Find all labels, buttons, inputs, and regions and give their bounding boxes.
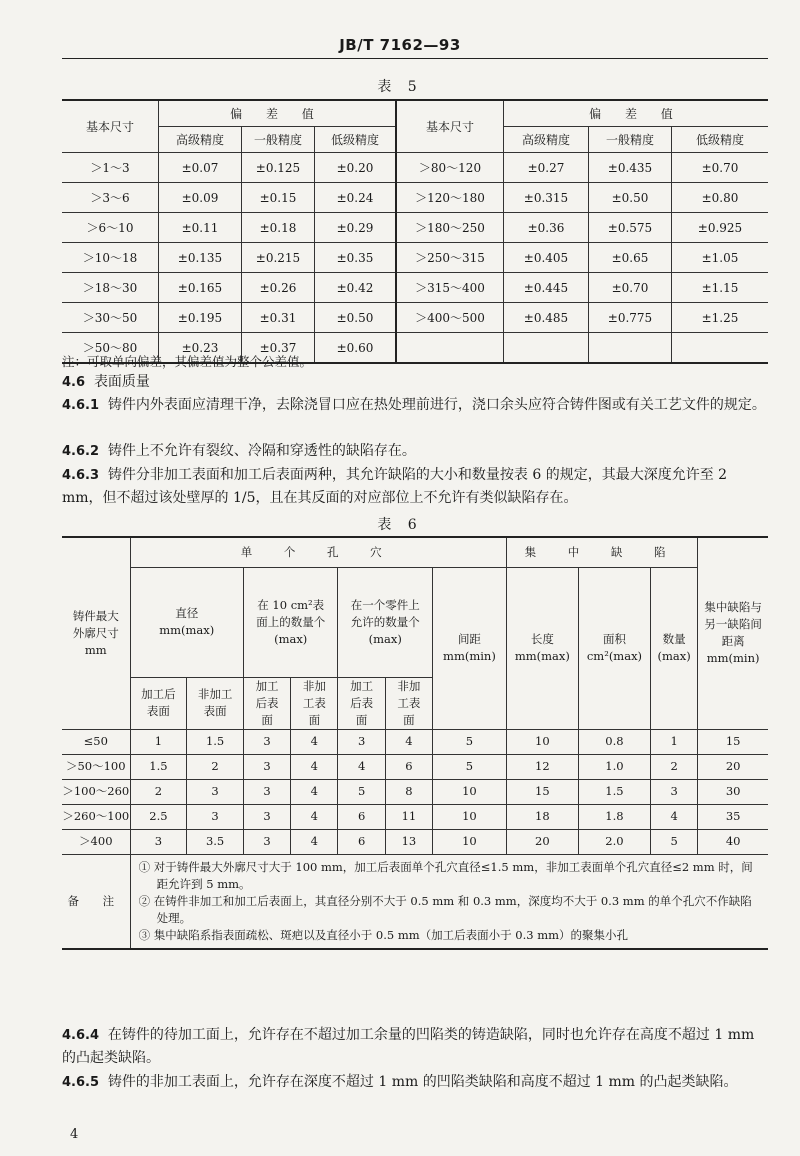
table5-size-cell: ＞50～80 — [62, 333, 159, 364]
table6-value-cell: 4 — [291, 729, 338, 754]
table5-header-row — [62, 100, 768, 127]
table6-remark-item: ① 对于铸件最大外廓尺寸大于 100 mm，加工后表面单个孔穴直径≤1.5 mm，非加工表面单个孔穴直径≤2 mm 时，间距允许到 5 mm。 — [138, 859, 753, 891]
section-4-6-3 — [62, 464, 768, 509]
table6-value-cell: 10 — [433, 829, 507, 854]
table5-size-cell: ＞315～400 — [396, 273, 504, 303]
t6-per10-unmachined: 非加工表面 — [291, 677, 338, 729]
table6-value-cell: 15 — [698, 729, 768, 754]
section-number: 4.6.3 — [62, 468, 100, 483]
table6-value-cell: 5 — [433, 754, 507, 779]
table6-value-cell: 3 — [651, 779, 698, 804]
table6-value-cell: 4 — [291, 829, 338, 854]
grade-normal: 一般精度 — [242, 127, 315, 153]
t6-perpart-machined: 加工后表面 — [338, 677, 385, 729]
table5-deviation-cell: ±0.315 — [504, 183, 589, 213]
table6-value-cell: 4 — [291, 779, 338, 804]
table5-row — [62, 303, 768, 333]
table6-value-cell: 0.8 — [578, 729, 650, 754]
table6-row — [62, 829, 768, 854]
table5-deviation-cell — [589, 333, 672, 364]
document-header: JB/T 7162—93 — [339, 36, 461, 54]
table6-value-cell: 2.0 — [578, 829, 650, 854]
table5-size-cell: ＞1～3 — [62, 153, 159, 183]
table6-value-cell: 5 — [651, 829, 698, 854]
table5-deviation-cell: ±0.37 — [242, 333, 315, 364]
table6-size-cell: ＞400 — [62, 829, 130, 854]
table6-size-cell: ＞260～100 — [62, 804, 130, 829]
t6-per10-header: 在 10 cm²表面上的数量个(max) — [243, 567, 338, 677]
section-number: 4.6.5 — [62, 1075, 100, 1090]
table5-size-cell: ＞250～315 — [396, 243, 504, 273]
table6-value-cell: 10 — [433, 804, 507, 829]
table6-value-cell: 18 — [506, 804, 578, 829]
table6-value-cell: 4 — [338, 754, 385, 779]
table5-deviation-cell: ±0.29 — [315, 213, 397, 243]
t6-perpart-unmachined: 非加工表面 — [385, 677, 432, 729]
table6-value-cell: 3 — [243, 754, 290, 779]
table6-header-row-1 — [62, 537, 768, 567]
table5-deviation-cell: ±0.27 — [504, 153, 589, 183]
table6-value-cell: 1.5 — [187, 729, 244, 754]
table5-size-cell: ＞180～250 — [396, 213, 504, 243]
table5-deviation-cell: ±0.405 — [504, 243, 589, 273]
section-4-6-4 — [62, 1024, 768, 1069]
section-4-6 — [62, 371, 768, 394]
table6-value-cell: 8 — [385, 779, 432, 804]
table5-deviation-cell: ±0.11 — [159, 213, 242, 243]
grade-high: 高级精度 — [159, 127, 242, 153]
table6-row — [62, 779, 768, 804]
t6-per10-machined: 加工后表面 — [243, 677, 290, 729]
table6-value-cell: 13 — [385, 829, 432, 854]
table5-dev-header-right: 偏 差 值 — [504, 100, 769, 127]
page-number: 4 — [70, 1127, 79, 1142]
table6-value-cell: 4 — [291, 754, 338, 779]
table6-value-cell: 3 — [130, 829, 187, 854]
table5-size-cell: ＞6～10 — [62, 213, 159, 243]
table5-row — [62, 243, 768, 273]
table6-value-cell: 3 — [338, 729, 385, 754]
table6-value-cell: 3 — [243, 779, 290, 804]
section-text: 在铸件的待加工面上，允许存在不超过加工余量的凹陷类的铸造缺陷，同时也允许存在高度不超过 1 mm 的凸起类缺陷。 — [62, 1027, 755, 1066]
table5-deviation-cell: ±0.485 — [504, 303, 589, 333]
header-rule — [62, 58, 768, 59]
table6-size-cell: ≤50 — [62, 729, 130, 754]
table5-caption: 表 5 — [377, 79, 423, 95]
table5-deviation-cell: ±0.70 — [672, 153, 769, 183]
table6-value-cell: 6 — [338, 804, 385, 829]
t6-diam-unmachined: 非加工表面 — [187, 677, 244, 729]
t6-size-header: 铸件最大外廓尺寸mm — [62, 537, 130, 729]
table5-deviation-cell: ±0.07 — [159, 153, 242, 183]
section-text: 铸件的非加工表面上，允许存在深度不超过 1 mm 的凹陷类缺陷和高度不超过 1 mm 的凸起类缺陷。 — [107, 1074, 738, 1090]
table5-deviation-cell: ±0.15 — [242, 183, 315, 213]
table6-value-cell: 6 — [338, 829, 385, 854]
table6-value-cell: 5 — [338, 779, 385, 804]
table5-size-cell: ＞18～30 — [62, 273, 159, 303]
table5-deviation-cell: ±0.50 — [315, 303, 397, 333]
t6-length-header: 长度mm(max) — [506, 567, 578, 729]
table6-remarks — [130, 854, 768, 949]
t6-diam-header: 直径mm(max) — [130, 567, 243, 677]
table5-deviation-cell: ±0.18 — [242, 213, 315, 243]
table5-size-cell: ＞10～18 — [62, 243, 159, 273]
table6-value-cell: 35 — [698, 804, 768, 829]
table5 — [62, 99, 768, 364]
table5-deviation-cell: ±0.165 — [159, 273, 242, 303]
table6-caption: 表 6 — [377, 517, 423, 533]
table6-value-cell: 1 — [651, 729, 698, 754]
table5-size-header-right: 基本尺寸 — [396, 100, 504, 153]
table6-value-cell: 1.8 — [578, 804, 650, 829]
table6-value-cell: 1.5 — [130, 754, 187, 779]
table5-deviation-cell: ±0.26 — [242, 273, 315, 303]
table5-deviation-cell: ±0.20 — [315, 153, 397, 183]
section-4-6-5 — [62, 1071, 768, 1094]
t6-single-header: 单 个 孔 穴 — [130, 537, 506, 567]
table6-value-cell: 2 — [130, 779, 187, 804]
table5-deviation-cell: ±0.435 — [589, 153, 672, 183]
table5-deviation-cell: ±0.42 — [315, 273, 397, 303]
table5-deviation-cell: ±0.35 — [315, 243, 397, 273]
table6-value-cell: 10 — [433, 779, 507, 804]
table5-deviation-cell: ±0.445 — [504, 273, 589, 303]
table5-row — [62, 153, 768, 183]
table6-row — [62, 754, 768, 779]
table5-deviation-cell: ±0.50 — [589, 183, 672, 213]
t6-count-header: 数量(max) — [651, 567, 698, 729]
table5-row — [62, 273, 768, 303]
table6-value-cell: 1 — [130, 729, 187, 754]
table5-note: 注：可取单向偏差，其偏差值为整个公差值。 — [62, 354, 313, 369]
table5-deviation-cell: ±1.05 — [672, 243, 769, 273]
grade-high-right: 高级精度 — [504, 127, 589, 153]
table6-value-cell: 10 — [506, 729, 578, 754]
table5-deviation-cell: ±0.24 — [315, 183, 397, 213]
table5-size-cell: ＞80～120 — [396, 153, 504, 183]
table6-value-cell: 15 — [506, 779, 578, 804]
table6-value-cell: 20 — [506, 829, 578, 854]
table5-deviation-cell: ±0.135 — [159, 243, 242, 273]
table5-deviation-cell: ±0.80 — [672, 183, 769, 213]
table6-value-cell: 30 — [698, 779, 768, 804]
table6-value-cell: 3 — [243, 804, 290, 829]
table5-row — [62, 183, 768, 213]
table6-remark-item: ③ 集中缺陷系指表面疏松、斑疤以及直径小于 0.5 mm（加工后表面小于 0.3 mm）的聚集小孔 — [138, 927, 629, 942]
table5-size-cell: ＞30～50 — [62, 303, 159, 333]
t6-perpart-header: 在一个零件上允许的数量个(max) — [338, 567, 433, 677]
table6-remarks-row — [62, 854, 768, 949]
table5-size-cell: ＞3～6 — [62, 183, 159, 213]
section-4-6-1 — [62, 394, 768, 417]
t6-conc-header: 集 中 缺 陷 — [506, 537, 697, 567]
table5-deviation-cell: ±0.70 — [589, 273, 672, 303]
table6-value-cell: 40 — [698, 829, 768, 854]
section-4-6-2 — [62, 440, 768, 463]
table6-value-cell: 3.5 — [187, 829, 244, 854]
section-text: 铸件内外表面应清理干净，去除浇冒口应在热处理前进行，浇口余头应符合铸件图或有关工艺文件的规定。 — [107, 397, 766, 413]
table6-value-cell: 4 — [385, 729, 432, 754]
t6-spacing-header: 间距mm(min) — [433, 567, 507, 729]
table6-value-cell: 3 — [187, 804, 244, 829]
table6-value-cell: 4 — [291, 804, 338, 829]
table5-deviation-cell: ±0.09 — [159, 183, 242, 213]
table5-deviation-cell: ±1.25 — [672, 303, 769, 333]
grade-low: 低级精度 — [315, 127, 397, 153]
table6-remarks-label: 备 注 — [62, 854, 130, 949]
table6-value-cell: 3 — [187, 779, 244, 804]
table5-deviation-cell: ±0.215 — [242, 243, 315, 273]
table6-value-cell: 12 — [506, 754, 578, 779]
table5-deviation-cell — [504, 333, 589, 364]
table5-deviation-cell — [672, 333, 769, 364]
table5-deviation-cell: ±0.575 — [589, 213, 672, 243]
table6-value-cell: 2 — [651, 754, 698, 779]
table6-value-cell: 5 — [433, 729, 507, 754]
table5-deviation-cell: ±0.925 — [672, 213, 769, 243]
table6-size-cell: ＞50～100 — [62, 754, 130, 779]
table6-row — [62, 804, 768, 829]
table5-deviation-cell: ±0.36 — [504, 213, 589, 243]
table6-value-cell: 1.5 — [578, 779, 650, 804]
grade-low-right: 低级精度 — [672, 127, 769, 153]
t6-dist-header: 集中缺陷与另一缺陷间距离mm(min) — [698, 537, 768, 729]
t6-diam-machined: 加工后表面 — [130, 677, 187, 729]
section-number: 4.6 — [62, 375, 86, 390]
section-number: 4.6.4 — [62, 1028, 100, 1043]
table6-value-cell: 6 — [385, 754, 432, 779]
table5-size-cell: ＞120～180 — [396, 183, 504, 213]
table6-remark-item: ② 在铸件非加工和加工后表面上，其直径分别不大于 0.5 mm 和 0.3 mm，深度均不大于 0.3 mm 的单个孔穴不作缺陷处理。 — [138, 893, 752, 925]
section-text: 铸件分非加工表面和加工后表面两种，其允许缺陷的大小和数量按表 6 的规定，其最大深度允许至 2 mm，但不超过该处壁厚的 1/5，且在其反面的对应部位上不允许有类似缺陷存在。 — [62, 467, 728, 506]
table5-dev-header: 偏 差 值 — [159, 100, 397, 127]
table6-value-cell: 11 — [385, 804, 432, 829]
table6-value-cell: 3 — [243, 829, 290, 854]
table6-header-row-2 — [62, 567, 768, 677]
table5-size-header: 基本尺寸 — [62, 100, 159, 153]
section-text: 铸件上不允许有裂纹、冷隔和穿透性的缺陷存在。 — [107, 443, 416, 459]
table5-deviation-cell: ±0.125 — [242, 153, 315, 183]
table6-row — [62, 729, 768, 754]
table5-deviation-cell: ±1.15 — [672, 273, 769, 303]
table6-value-cell: 2 — [187, 754, 244, 779]
section-title: 表面质量 — [93, 374, 150, 390]
table5-deviation-cell: ±0.23 — [159, 333, 242, 364]
table6-value-cell: 2.5 — [130, 804, 187, 829]
table6-size-cell: ＞100～260 — [62, 779, 130, 804]
table6-value-cell: 3 — [243, 729, 290, 754]
table6-value-cell: 4 — [651, 804, 698, 829]
table5-size-cell — [396, 333, 504, 364]
table5-deviation-cell: ±0.60 — [315, 333, 397, 364]
section-number: 4.6.1 — [62, 398, 100, 413]
table5-deviation-cell: ±0.65 — [589, 243, 672, 273]
t6-area-header: 面积cm²(max) — [578, 567, 650, 729]
section-number: 4.6.2 — [62, 444, 100, 459]
table5-deviation-cell: ±0.195 — [159, 303, 242, 333]
table6-value-cell: 1.0 — [578, 754, 650, 779]
grade-normal-right: 一般精度 — [589, 127, 672, 153]
table6 — [62, 536, 768, 950]
table5-size-cell: ＞400～500 — [396, 303, 504, 333]
table5-row — [62, 213, 768, 243]
table5-deviation-cell: ±0.31 — [242, 303, 315, 333]
table5-deviation-cell: ±0.775 — [589, 303, 672, 333]
table6-value-cell: 20 — [698, 754, 768, 779]
